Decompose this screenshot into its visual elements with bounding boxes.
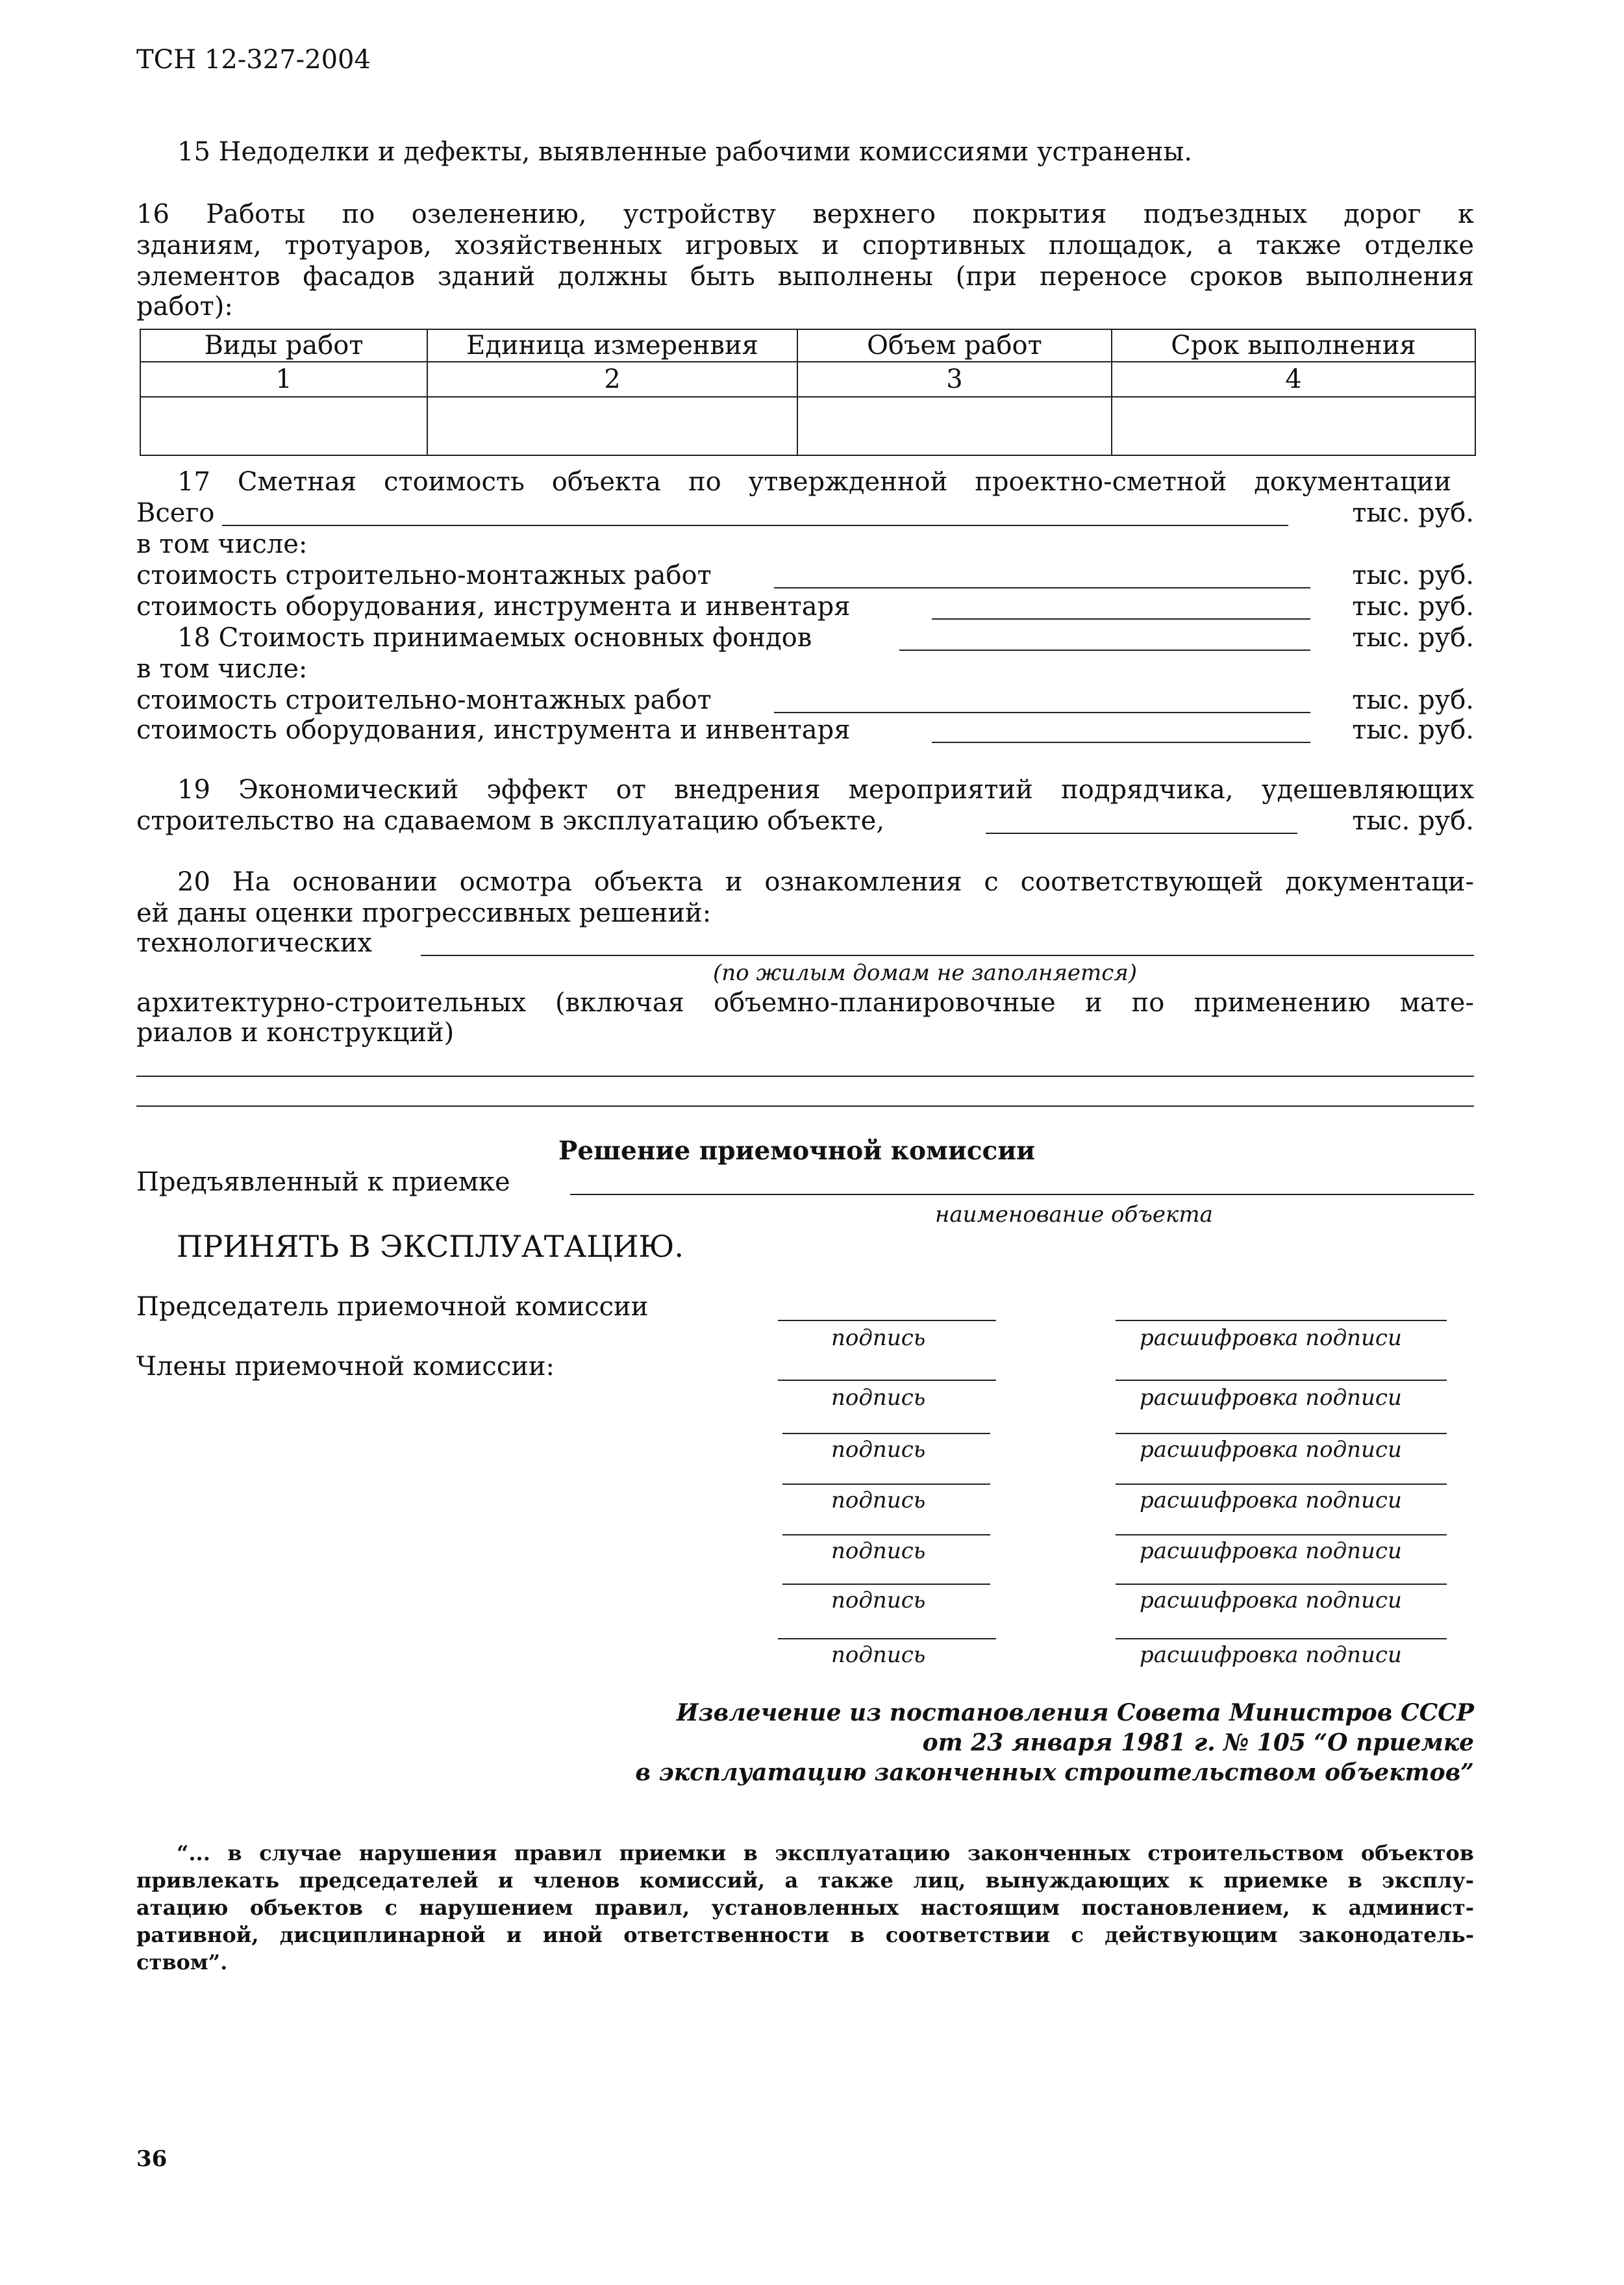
signature-caption: подпись xyxy=(831,1325,926,1351)
table-cell[interactable] xyxy=(797,397,1112,455)
item-17-cmr-unit: тыс. руб. xyxy=(1352,561,1474,590)
decode-line[interactable] xyxy=(1116,1638,1447,1639)
quote-line-1: “... в случае нарушения правил приемки в эксплуатацию законченных строительством объектов xyxy=(177,1841,1474,1865)
signature-line[interactable] xyxy=(782,1534,990,1535)
item-18-unit: тыс. руб. xyxy=(1352,623,1474,653)
signature-line[interactable] xyxy=(778,1320,996,1321)
item-15: 15 Недоделки и дефекты, выявленные рабочими комиссиями устранены. xyxy=(177,137,1193,167)
item-16-line-2: зданиям, тротуаров, хозяйственных игровых и спортивных площадок, а также отделке xyxy=(136,231,1474,260)
signature-caption: подпись xyxy=(831,1538,926,1564)
item-19-line-1: 19 Экономический эффект от внедрения мероприятий подрядчика, удешевляющих xyxy=(177,775,1474,805)
item-18-equip-label: стоимость оборудования, инструмента и инвентаря xyxy=(136,715,851,745)
item-20-arch-field-2[interactable] xyxy=(136,1105,1474,1107)
item-20-tech-note: (по жилым домам не заполняется) xyxy=(713,960,1138,986)
signature-caption: подпись xyxy=(831,1587,926,1613)
accept-statement: ПРИНЯТЬ В ЭКСПЛУАТАЦИЮ. xyxy=(177,1229,684,1264)
table-header-unit: Единица измеренвия xyxy=(427,329,797,362)
extract-line-1: Извлечение из постановления Совета Министров СССР xyxy=(676,1699,1474,1726)
item-18-equip-field[interactable] xyxy=(932,742,1310,743)
item-16-line-3: элементов фасадов зданий должны быть выполнены (при переносе сроков выполнения xyxy=(136,262,1474,292)
item-17-equip-unit: тыс. руб. xyxy=(1352,592,1474,622)
chairman-label: Председатель приемочной комиссии xyxy=(136,1292,649,1322)
item-20-tech-field[interactable] xyxy=(421,955,1474,956)
decision-title: Решение приемочной комиссии xyxy=(558,1136,1036,1166)
page-number: 36 xyxy=(136,2146,168,2172)
quote-line-4: ративной, дисциплинарной и иной ответственности в соответствии с действующим законодатель- xyxy=(136,1923,1474,1947)
item-17-total-label: Всего xyxy=(136,498,215,528)
table-number-2: 2 xyxy=(427,362,797,397)
decode-line[interactable] xyxy=(1116,1320,1447,1321)
item-17-including: в том числе: xyxy=(136,529,308,559)
item-20-arch-field-1[interactable] xyxy=(136,1076,1474,1077)
item-17-equip-label: стоимость оборудования, инструмента и инвентаря xyxy=(136,592,851,622)
item-18-cmr-field[interactable] xyxy=(774,712,1310,713)
decode-line[interactable] xyxy=(1116,1380,1447,1381)
quote-line-3: атацию объектов с нарушением правил, установленных настоящим постановлением, к админист- xyxy=(136,1895,1474,1920)
extract-line-2: от 23 января 1981 г. № 105 “О приемке xyxy=(922,1729,1474,1756)
item-17-equip-field[interactable] xyxy=(932,618,1310,620)
item-17-total-field[interactable] xyxy=(222,525,1288,526)
item-20-arch-line-1: архитектурно-строительных (включая объемно-планировочные и по применению мате- xyxy=(136,988,1474,1018)
signature-line[interactable] xyxy=(778,1380,996,1381)
item-16-line-1: 16 Работы по озеленению, устройству верхнего покрытия подъездных дорог к xyxy=(136,199,1474,229)
item-20-arch-line-2: риалов и конструкций) xyxy=(136,1018,455,1048)
item-16-line-4: работ): xyxy=(136,292,233,322)
table-cell[interactable] xyxy=(1112,397,1475,455)
decode-line[interactable] xyxy=(1116,1584,1447,1585)
quote-line-5: ством”. xyxy=(136,1950,228,1975)
item-17-cmr-label: стоимость строительно-монтажных работ xyxy=(136,561,712,590)
item-18-including: в том числе: xyxy=(136,654,308,684)
presented-label: Предъявленный к приемке xyxy=(136,1167,510,1197)
item-20-line-1: 20 На основании осмотра объекта и ознакомления с соответствующей документаци- xyxy=(177,867,1474,897)
document-code: ТСН 12-327-2004 xyxy=(136,45,371,75)
signature-line[interactable] xyxy=(782,1483,990,1485)
item-19-line-2: строительство на сдаваемом в эксплуатацию объекте, xyxy=(136,806,885,836)
signature-caption: подпись xyxy=(831,1385,926,1411)
item-17-title: 17 Сметная стоимость объекта по утвержденной проектно-сметной документации xyxy=(177,467,1451,497)
table-header-work-type: Виды работ xyxy=(140,329,427,362)
item-18-title: 18 Стоимость принимаемых основных фондов xyxy=(177,623,812,653)
decode-line[interactable] xyxy=(1116,1534,1447,1535)
object-name-field[interactable] xyxy=(570,1194,1474,1195)
signature-caption: подпись xyxy=(831,1437,926,1463)
decode-caption: расшифровка подписи xyxy=(1140,1487,1402,1513)
signature-line[interactable] xyxy=(782,1584,990,1585)
signature-caption: подпись xyxy=(831,1642,926,1668)
table-number-3: 3 xyxy=(797,362,1112,397)
object-name-caption: наименование объекта xyxy=(935,1202,1213,1228)
item-18-cmr-unit: тыс. руб. xyxy=(1352,685,1474,715)
item-17-cmr-field[interactable] xyxy=(774,587,1310,588)
item-20-tech-label: технологических xyxy=(136,928,372,958)
decode-caption: расшифровка подписи xyxy=(1140,1385,1402,1411)
extract-line-3: в эксплуатацию законченных строительством объектов” xyxy=(635,1759,1474,1786)
members-label: Члены приемочной комиссии: xyxy=(136,1352,555,1382)
table-header-deadline: Срок выполнения xyxy=(1112,329,1475,362)
decode-line[interactable] xyxy=(1116,1483,1447,1485)
table-number-1: 1 xyxy=(140,362,427,397)
works-table xyxy=(140,329,1476,456)
table-cell[interactable] xyxy=(427,397,797,455)
decode-line[interactable] xyxy=(1116,1433,1447,1434)
item-19-field[interactable] xyxy=(986,833,1297,834)
decode-caption: расшифровка подписи xyxy=(1140,1642,1402,1668)
decode-caption: расшифровка подписи xyxy=(1140,1325,1402,1351)
item-18-field[interactable] xyxy=(899,650,1310,651)
decode-caption: расшифровка подписи xyxy=(1140,1437,1402,1463)
signature-line[interactable] xyxy=(778,1638,996,1639)
decode-caption: расшифровка подписи xyxy=(1140,1587,1402,1613)
item-18-equip-unit: тыс. руб. xyxy=(1352,715,1474,745)
table-header-volume: Объем работ xyxy=(797,329,1112,362)
quote-line-2: привлекать председателей и членов комиссий, а также лиц, вынуждающих к приемке в эксплу- xyxy=(136,1868,1474,1893)
signature-caption: подпись xyxy=(831,1487,926,1513)
table-number-4: 4 xyxy=(1112,362,1475,397)
table-cell[interactable] xyxy=(140,397,427,455)
signature-line[interactable] xyxy=(782,1433,990,1434)
item-20-line-2: ей даны оценки прогрессивных решений: xyxy=(136,898,712,928)
item-19-unit: тыс. руб. xyxy=(1352,806,1474,836)
item-18-cmr-label: стоимость строительно-монтажных работ xyxy=(136,685,712,715)
item-17-total-unit: тыс. руб. xyxy=(1352,498,1474,528)
decode-caption: расшифровка подписи xyxy=(1140,1538,1402,1564)
